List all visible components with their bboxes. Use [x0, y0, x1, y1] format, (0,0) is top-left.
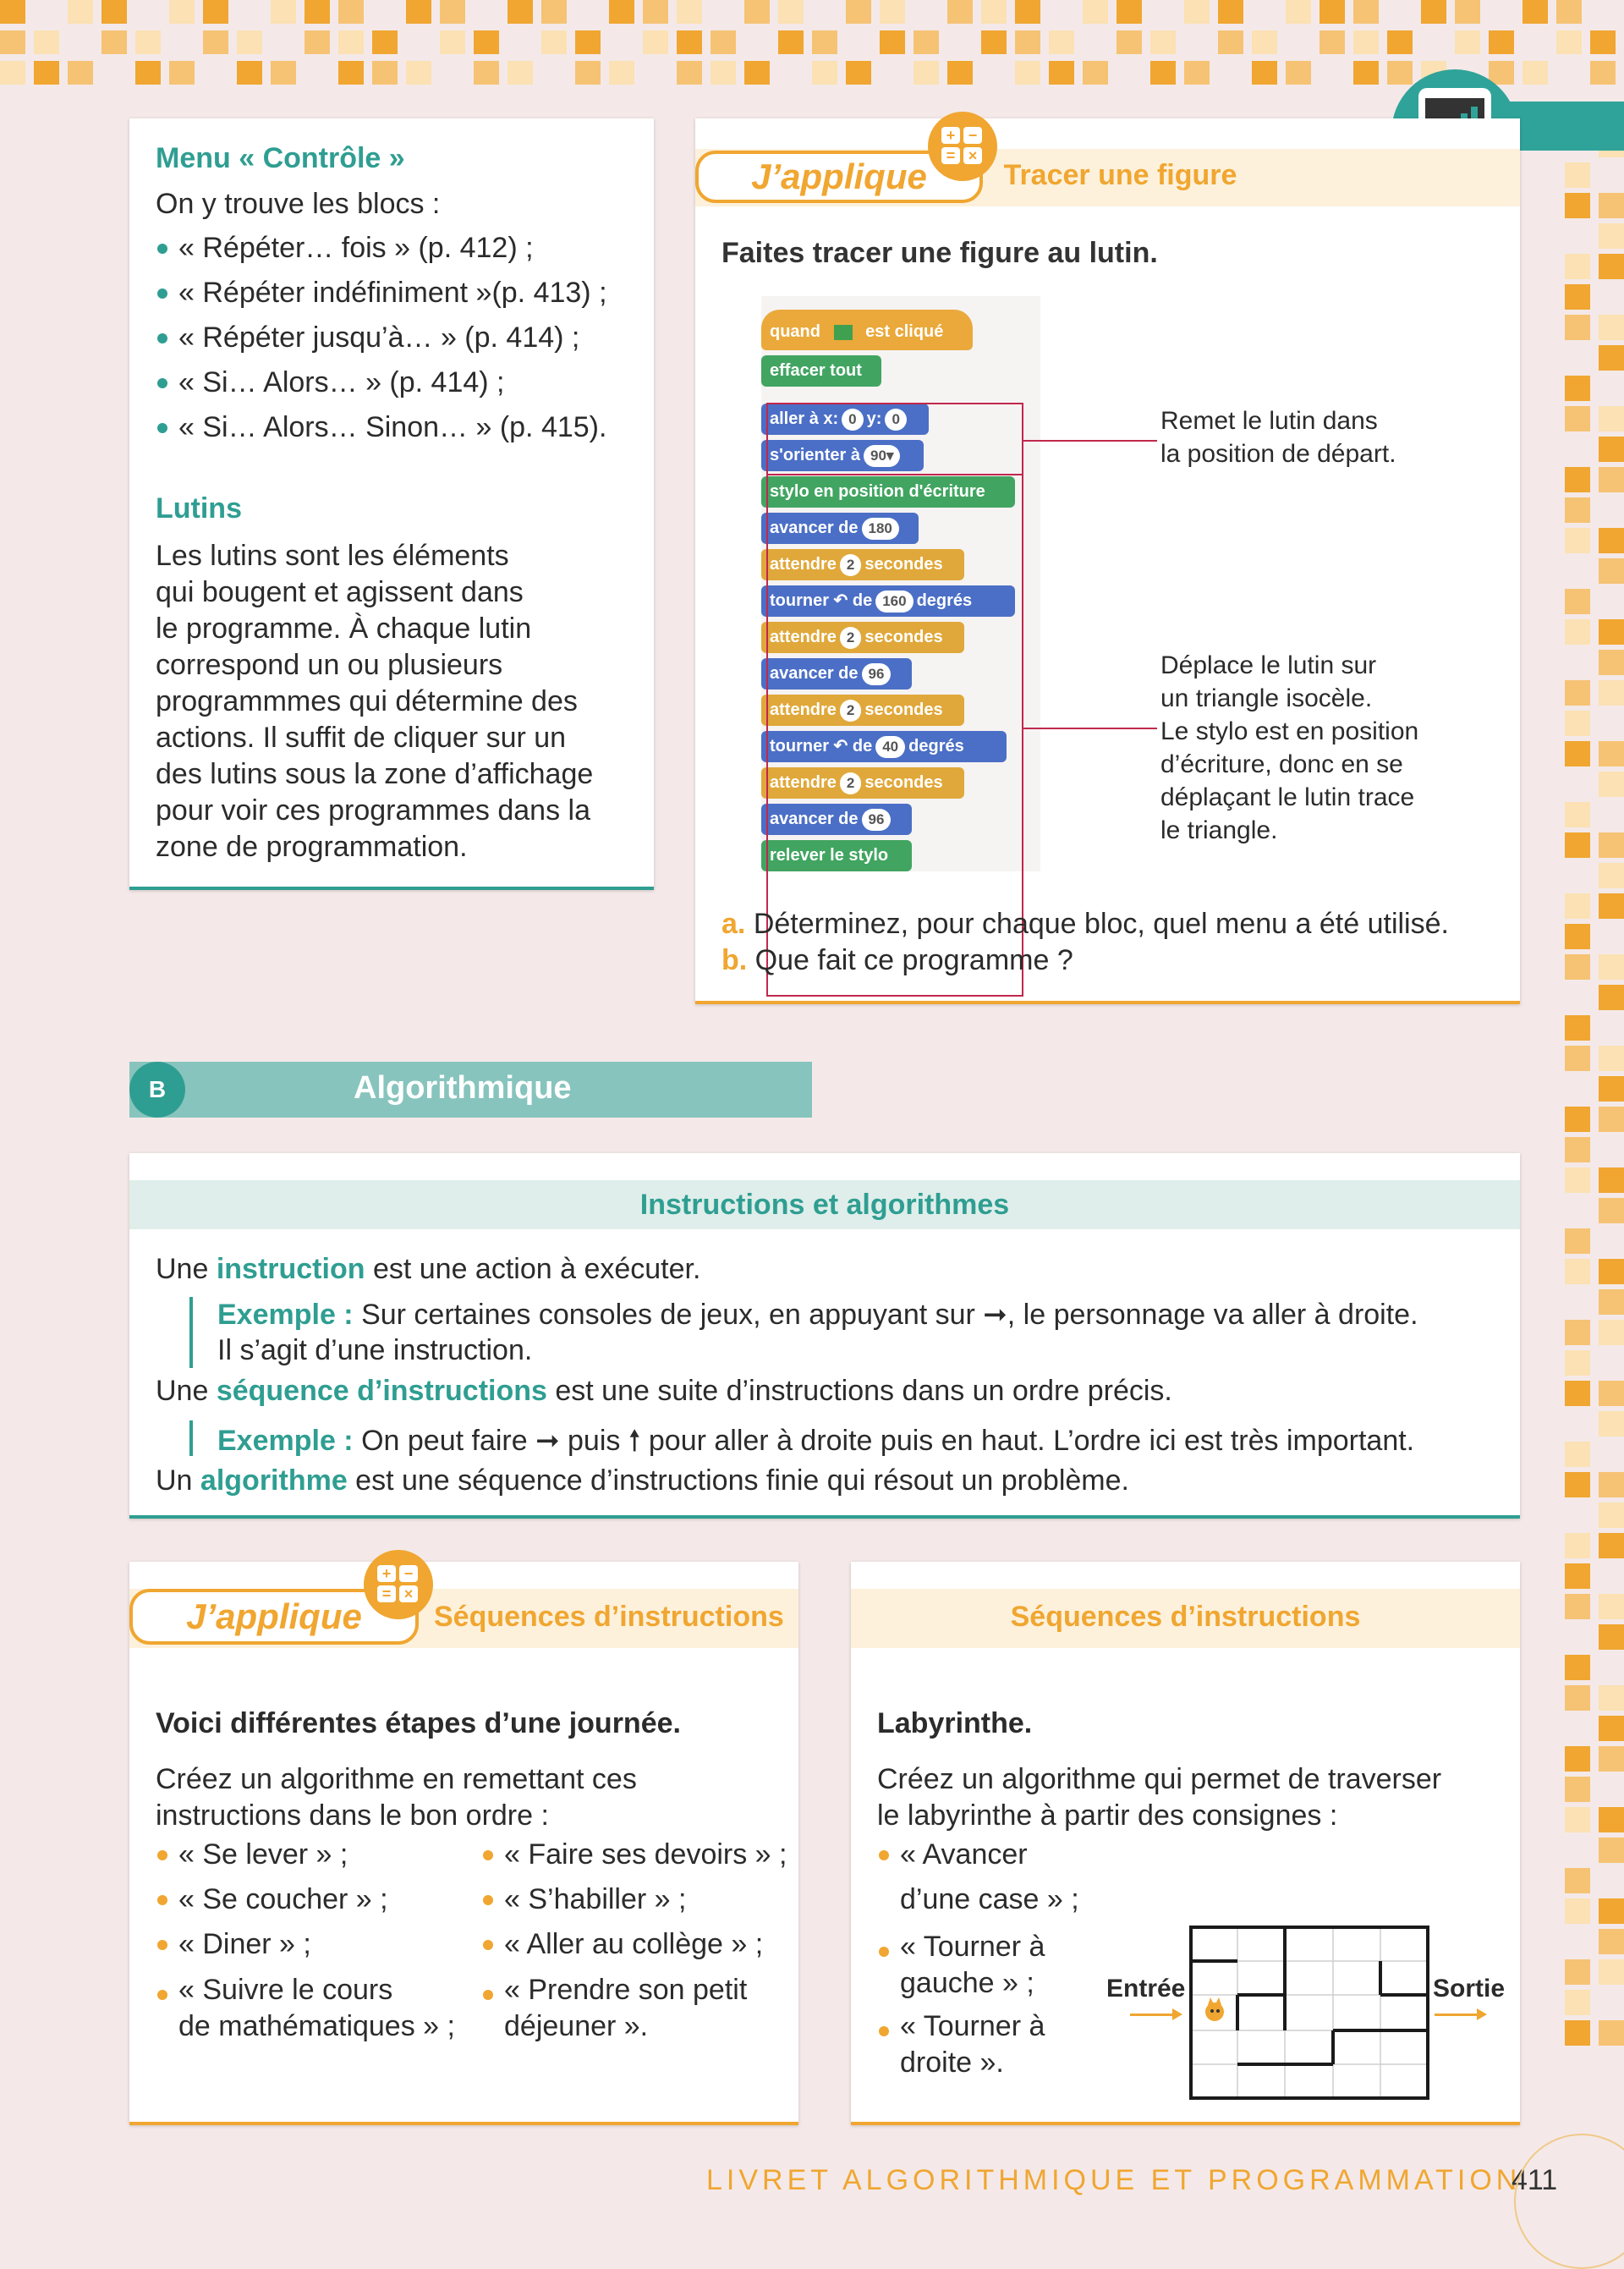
pattern-tile	[609, 0, 634, 24]
wait-block: attendre 2 secondes	[761, 549, 964, 580]
maze-list	[877, 1832, 1097, 2081]
point-direction-block: s'orienter à 90▾	[761, 440, 924, 471]
pattern-tile	[440, 0, 465, 24]
example-2: Exemple : On peut faire ➞ puis 🠕 pour aller à droite puis en haut. L’ordre ici est très important.	[217, 1425, 1415, 1457]
pattern-tile	[1252, 61, 1277, 85]
pattern-tile	[914, 30, 939, 54]
pattern-tile	[34, 61, 59, 85]
pattern-tile	[1599, 1503, 1624, 1528]
pattern-tile	[1455, 0, 1480, 24]
pattern-tile	[1599, 832, 1624, 858]
pattern-tile	[1565, 1442, 1590, 1467]
pattern-tile	[338, 30, 364, 54]
pattern-tile	[1184, 61, 1210, 85]
pattern-tile	[710, 30, 736, 54]
pattern-tile	[1049, 30, 1074, 54]
japplique-tag: J’applique	[129, 1589, 419, 1645]
list-item: « Faire ses devoirs » ;	[481, 1832, 794, 1877]
pattern-tile	[1599, 1746, 1624, 1772]
control-menu-list	[156, 226, 646, 450]
question-a: a. Déterminez, pour chaque bloc, quel menu a été utilisé.	[721, 908, 1449, 940]
pattern-tile	[203, 30, 228, 54]
pattern-tile	[1599, 1929, 1624, 1954]
pattern-tile	[271, 61, 296, 85]
pattern-tile	[1599, 1807, 1624, 1832]
pattern-tile	[1599, 1959, 1624, 1985]
pattern-tile	[1599, 619, 1624, 645]
day-right-list	[481, 1832, 794, 2045]
pattern-tile	[744, 61, 770, 85]
pattern-tile	[710, 61, 736, 85]
pattern-tile	[1599, 741, 1624, 766]
pattern-tile	[1599, 223, 1624, 249]
pattern-tile	[68, 0, 93, 24]
pattern-tile	[1599, 345, 1624, 371]
question-b: b. Que fait ce programme ?	[721, 944, 1073, 976]
control-menu-card	[129, 118, 654, 890]
pattern-tile	[1599, 1898, 1624, 1924]
pattern-tile	[0, 30, 25, 54]
figure-title: Tracer une figure	[1003, 159, 1237, 191]
definitions-header: Instructions et algorithmes	[639, 1189, 1010, 1221]
pen-down-block: stylo en position d'écriture	[761, 476, 1015, 508]
pattern-tile	[1599, 467, 1624, 492]
pattern-tile	[1565, 315, 1590, 340]
pattern-tile	[1565, 741, 1590, 766]
day-exercise-card	[129, 1562, 798, 2125]
pattern-tile	[1556, 0, 1582, 24]
pattern-tile	[1565, 528, 1590, 553]
def-algorithm: Un algorithme est une séquence d’instructions finie qui résout un problème.	[156, 1464, 1129, 1497]
pattern-tile	[1599, 1320, 1624, 1345]
pattern-tile	[1599, 1472, 1624, 1497]
pattern-tile	[508, 0, 533, 24]
list-item: « Si… Alors… » (p. 414) ;	[156, 360, 646, 405]
pattern-tile	[1565, 1563, 1590, 1589]
turn-left-block: tourner ↶ de 160 degrés	[761, 585, 1015, 617]
move-block: avancer de 96	[761, 804, 912, 835]
list-item: « Tourner à	[877, 1929, 1097, 1965]
triangle-note: Déplace le lutin sur un triangle isocèle. Le stylo est en position d’écriture, donc en se déplaçant le lutin trace le triangle.	[1160, 651, 1419, 844]
pattern-tile	[271, 0, 296, 24]
pattern-tile	[1565, 1167, 1590, 1193]
pattern-tile	[1599, 437, 1624, 462]
triangle-connector	[1022, 728, 1157, 729]
pattern-tile	[1565, 1533, 1590, 1558]
list-item: « Se lever » ;	[156, 1832, 477, 1877]
pattern-tile	[812, 61, 837, 85]
day-title: Séquences d’instructions	[434, 1601, 784, 1633]
section-b-title: Algorithmique	[354, 1070, 572, 1106]
maze-entry-label: Entrée	[1106, 1975, 1186, 2003]
pattern-tile	[1353, 0, 1379, 24]
pattern-tile	[1353, 61, 1379, 85]
pattern-tile	[304, 30, 330, 54]
pattern-tile	[1150, 30, 1176, 54]
pattern-tile	[914, 61, 939, 85]
pattern-tile	[1320, 30, 1345, 54]
japplique-tag: J’applique	[695, 151, 983, 203]
pattern-tile	[1599, 1685, 1624, 1711]
wait-block: attendre 2 secondes	[761, 767, 964, 799]
pattern-tile	[1218, 0, 1243, 24]
pattern-tile	[1565, 1959, 1590, 1985]
list-item: « Diner » ;	[156, 1922, 477, 1967]
pattern-tile	[237, 61, 262, 85]
pattern-tile	[778, 30, 804, 54]
pattern-tile	[169, 0, 195, 24]
lutins-text: Les lutins sont les éléments qui bougent et agissent dans le programme. À chaque lutin correspond un ou plusieurs programmmes qui détermine des actions. Il suffit de cliquer sur un des lutins sous la zone d’affichage pour voir ces programmes dans la zone de programmation.	[156, 540, 594, 863]
pattern-tile	[1565, 1472, 1590, 1497]
pattern-tile	[541, 30, 567, 54]
pattern-tile	[1083, 61, 1108, 85]
pattern-tile	[1489, 30, 1514, 54]
pattern-tile	[304, 0, 330, 24]
day-left-list	[156, 1832, 477, 2045]
pattern-tile	[68, 61, 93, 85]
pattern-tile	[1599, 1289, 1624, 1315]
pattern-tile	[1565, 1350, 1590, 1376]
list-item: « Répéter… fois » (p. 412) ;	[156, 226, 646, 271]
pattern-tile	[1015, 61, 1040, 85]
day-intro: Créez un algorithme en remettant ces instructions dans le bon ordre :	[156, 1763, 637, 1832]
pattern-tile	[575, 61, 601, 85]
pattern-tile	[338, 61, 364, 85]
pattern-tile	[1421, 0, 1446, 24]
pattern-tile	[1565, 497, 1590, 523]
maze-intro: Créez un algorithme qui permet de traverser le labyrinthe à partir des consignes :	[877, 1763, 1442, 1832]
pattern-tile	[1565, 406, 1590, 431]
maze-exercise-card	[851, 1562, 1520, 2125]
pattern-tile	[1599, 315, 1624, 340]
calculator-icon: + − = ×	[364, 1550, 433, 1619]
maze-heading: Labyrinthe.	[877, 1707, 1033, 1739]
pattern-tile	[1565, 1228, 1590, 1254]
control-menu-intro: On y trouve les blocs :	[156, 188, 441, 220]
example-2-bar	[189, 1420, 193, 1456]
pattern-tile	[1565, 1320, 1590, 1345]
when-flag-clicked-block: quand est cliqué	[761, 310, 973, 350]
pattern-tile	[1565, 284, 1590, 310]
pattern-tile	[1565, 711, 1590, 736]
footer-label: LIVRET ALGORITHMIQUE ET PROGRAMMATION	[706, 2164, 1522, 2196]
list-item: « Tourner à	[877, 2008, 1097, 2045]
figure-prompt: Faites tracer une figure au lutin.	[721, 237, 1158, 269]
list-item-cont: droite ».	[900, 2046, 1004, 2079]
pen-up-block: relever le stylo	[761, 840, 912, 871]
pattern-tile	[1599, 193, 1624, 218]
move-block: avancer de 180	[761, 513, 919, 544]
example-1: Exemple : Sur certaines consoles de jeux, en appuyant sur ➞, le personnage va aller à droite. Il s’agit d’une instruction.	[217, 1299, 1418, 1366]
reset-connector	[1022, 440, 1157, 442]
pattern-tile	[947, 61, 973, 85]
pattern-tile	[643, 0, 668, 24]
def-sequence: Une séquence d’instructions est une suite d’instructions dans un ordre précis.	[156, 1375, 1172, 1407]
pattern-tile	[1565, 467, 1590, 492]
pattern-tile	[1455, 30, 1480, 54]
list-item-cont: gauche » ;	[900, 1967, 1034, 1999]
flag-icon	[834, 325, 853, 340]
maze-title: Séquences d’instructions	[1010, 1601, 1361, 1633]
pattern-tile	[744, 0, 770, 24]
arrow-right-icon	[1435, 2014, 1482, 2016]
pattern-tile	[1599, 1107, 1624, 1132]
pattern-tile	[1565, 1655, 1590, 1680]
turn-left-block: tourner ↶ de 40 degrés	[761, 731, 1007, 762]
top-pattern	[0, 0, 1624, 93]
pattern-tile	[1353, 30, 1379, 54]
pattern-tile	[1565, 254, 1590, 279]
pattern-tile	[778, 0, 804, 24]
pattern-tile	[812, 30, 837, 54]
pattern-tile	[846, 61, 871, 85]
pattern-tile	[846, 0, 871, 24]
pattern-tile	[1565, 893, 1590, 919]
pattern-tile	[1599, 1167, 1624, 1193]
pattern-tile	[1565, 1015, 1590, 1041]
pattern-tile	[1565, 1746, 1590, 1772]
pattern-tile	[1218, 30, 1243, 54]
maze-grid	[1189, 1926, 1429, 2100]
pattern-tile	[1599, 528, 1624, 553]
list-item: « Avancer d’une case » ;	[877, 1832, 1097, 1922]
list-item: « Répéter indéfiniment »(p. 413) ;	[156, 271, 646, 316]
clear-block: effacer tout	[761, 355, 881, 387]
pattern-tile	[677, 30, 702, 54]
pattern-tile	[1599, 1198, 1624, 1223]
cat-sprite-icon	[1205, 1997, 1224, 2021]
pattern-tile	[1599, 1838, 1624, 1863]
pattern-tile	[1599, 954, 1624, 980]
pattern-tile	[1599, 406, 1624, 431]
pattern-tile	[1565, 1046, 1590, 1071]
pattern-tile	[575, 30, 601, 54]
pattern-tile	[1599, 772, 1624, 797]
pattern-tile	[1565, 2020, 1590, 2046]
control-menu-title: Menu « Contrôle »	[156, 142, 405, 174]
pattern-tile	[609, 61, 634, 85]
right-pattern	[1556, 102, 1624, 2047]
pattern-tile	[474, 30, 499, 54]
pattern-tile	[1599, 1533, 1624, 1558]
pattern-tile	[1565, 954, 1590, 980]
pattern-tile	[1565, 1685, 1590, 1711]
pattern-tile	[541, 0, 567, 24]
pattern-tile	[677, 61, 702, 85]
pattern-tile	[1590, 61, 1616, 85]
arrow-right-icon-head	[1477, 2008, 1487, 2020]
move-block: avancer de 96	[761, 658, 912, 689]
maze-exit-label: Sortie	[1433, 1975, 1506, 2003]
pattern-tile	[1015, 30, 1040, 54]
pattern-tile	[1599, 1716, 1624, 1741]
calculator-icon: + − = ×	[928, 112, 997, 181]
pattern-tile	[1565, 193, 1590, 218]
pattern-tile	[1599, 1076, 1624, 1102]
pattern-tile	[338, 0, 364, 24]
pattern-tile	[981, 30, 1007, 54]
goto-xy-block: aller à x: 0 y: 0	[761, 404, 929, 435]
pattern-tile	[1565, 1898, 1590, 1924]
pattern-tile	[135, 61, 161, 85]
pattern-tile	[1599, 893, 1624, 919]
pattern-tile	[1565, 619, 1590, 645]
pattern-tile	[1522, 0, 1548, 24]
pattern-tile	[981, 0, 1007, 24]
pattern-tile	[1286, 0, 1311, 24]
pattern-tile	[1049, 61, 1074, 85]
pattern-tile	[1599, 1259, 1624, 1284]
pattern-tile	[1565, 1107, 1590, 1132]
day-heading: Voici différentes étapes d’une journée.	[156, 1707, 681, 1739]
pattern-tile	[880, 30, 905, 54]
page-number: 411	[1512, 2164, 1558, 2196]
example-1-bar	[189, 1297, 193, 1368]
list-item-cont: déjeuner ».	[504, 2010, 649, 2042]
pattern-tile	[102, 30, 127, 54]
pattern-tile	[1565, 376, 1590, 401]
pattern-tile	[1565, 589, 1590, 614]
reset-bracket	[766, 403, 1023, 475]
list-item: « Prendre son petit	[481, 1972, 794, 2008]
pattern-tile	[1387, 30, 1413, 54]
pattern-tile	[1083, 0, 1108, 24]
pattern-tile	[1599, 863, 1624, 888]
pattern-tile	[440, 30, 465, 54]
pattern-tile	[1565, 832, 1590, 858]
pattern-tile	[1599, 650, 1624, 675]
pattern-tile	[1116, 30, 1142, 54]
pattern-tile	[947, 0, 973, 24]
pattern-tile	[1599, 1594, 1624, 1619]
pattern-tile	[1599, 680, 1624, 706]
pattern-tile	[1184, 0, 1210, 24]
pattern-tile	[643, 30, 668, 54]
pattern-tile	[1522, 61, 1548, 85]
pattern-tile	[1599, 1046, 1624, 1071]
pattern-tile	[474, 61, 499, 85]
pattern-tile	[1150, 61, 1176, 85]
wait-block: attendre 2 secondes	[761, 695, 964, 726]
pattern-tile	[237, 30, 262, 54]
pattern-tile	[372, 61, 398, 85]
page-corner-arc	[1514, 2134, 1624, 2269]
pattern-tile	[102, 0, 127, 24]
pattern-tile	[1565, 1990, 1590, 2015]
pattern-tile	[1599, 1411, 1624, 1437]
pattern-tile	[1252, 30, 1277, 54]
pattern-tile	[1599, 1624, 1624, 1650]
list-item: « Répéter jusqu’à… » (p. 414) ;	[156, 316, 646, 360]
pattern-tile	[1565, 680, 1590, 706]
wait-block: attendre 2 secondes	[761, 622, 964, 653]
arrow-right-icon-head	[1172, 2008, 1182, 2020]
pattern-tile	[1565, 1381, 1590, 1406]
pattern-tile	[1599, 985, 1624, 1010]
pattern-tile	[508, 61, 533, 85]
list-item: « Suivre le cours	[156, 1972, 477, 2008]
pattern-tile	[1116, 0, 1142, 24]
list-item-cont: de mathématiques » ;	[178, 2010, 455, 2042]
reset-note: Remet le lutin dans la position de départ.	[1160, 407, 1396, 468]
pattern-tile	[1565, 162, 1590, 188]
pattern-tile	[1599, 254, 1624, 279]
pattern-tile	[1565, 802, 1590, 827]
pattern-tile	[1015, 0, 1040, 24]
list-item: « Si… Alors… Sinon… » (p. 415).	[156, 405, 646, 450]
list-item: « S’habiller » ;	[481, 1877, 794, 1922]
pattern-tile	[169, 61, 195, 85]
pattern-tile	[0, 61, 25, 85]
pattern-tile	[1599, 558, 1624, 584]
pattern-tile	[372, 30, 398, 54]
pattern-tile	[677, 0, 702, 24]
pattern-tile	[406, 61, 431, 85]
pattern-tile	[135, 30, 161, 54]
arrow-right-icon	[1130, 2014, 1177, 2016]
list-item: « Se coucher » ;	[156, 1877, 477, 1922]
pattern-tile	[1599, 1381, 1624, 1406]
pattern-tile	[880, 0, 905, 24]
lutins-title: Lutins	[156, 492, 242, 525]
pattern-tile	[1565, 1868, 1590, 1893]
pattern-tile	[1556, 30, 1582, 54]
pattern-tile	[1565, 1777, 1590, 1802]
pattern-tile	[0, 0, 25, 24]
pattern-tile	[406, 0, 431, 24]
pattern-tile	[34, 30, 59, 54]
pattern-tile	[1565, 1137, 1590, 1162]
pattern-tile	[1565, 924, 1590, 949]
def-instruction: Une instruction est une action à exécuter.	[156, 1253, 701, 1285]
pattern-tile	[1599, 2020, 1624, 2046]
pattern-tile	[203, 0, 228, 24]
pattern-tile	[1387, 61, 1413, 85]
pattern-tile	[1590, 30, 1616, 54]
definitions-card	[129, 1153, 1520, 1519]
figure-exercise-card	[695, 118, 1520, 1004]
pattern-tile	[1286, 61, 1311, 85]
pattern-tile	[1320, 0, 1345, 24]
pattern-tile	[1565, 1259, 1590, 1284]
pattern-tile	[1565, 1807, 1590, 1832]
section-b-badge: B	[129, 1062, 185, 1118]
pattern-tile	[1565, 1594, 1590, 1619]
list-item: « Aller au collège » ;	[481, 1922, 794, 1967]
